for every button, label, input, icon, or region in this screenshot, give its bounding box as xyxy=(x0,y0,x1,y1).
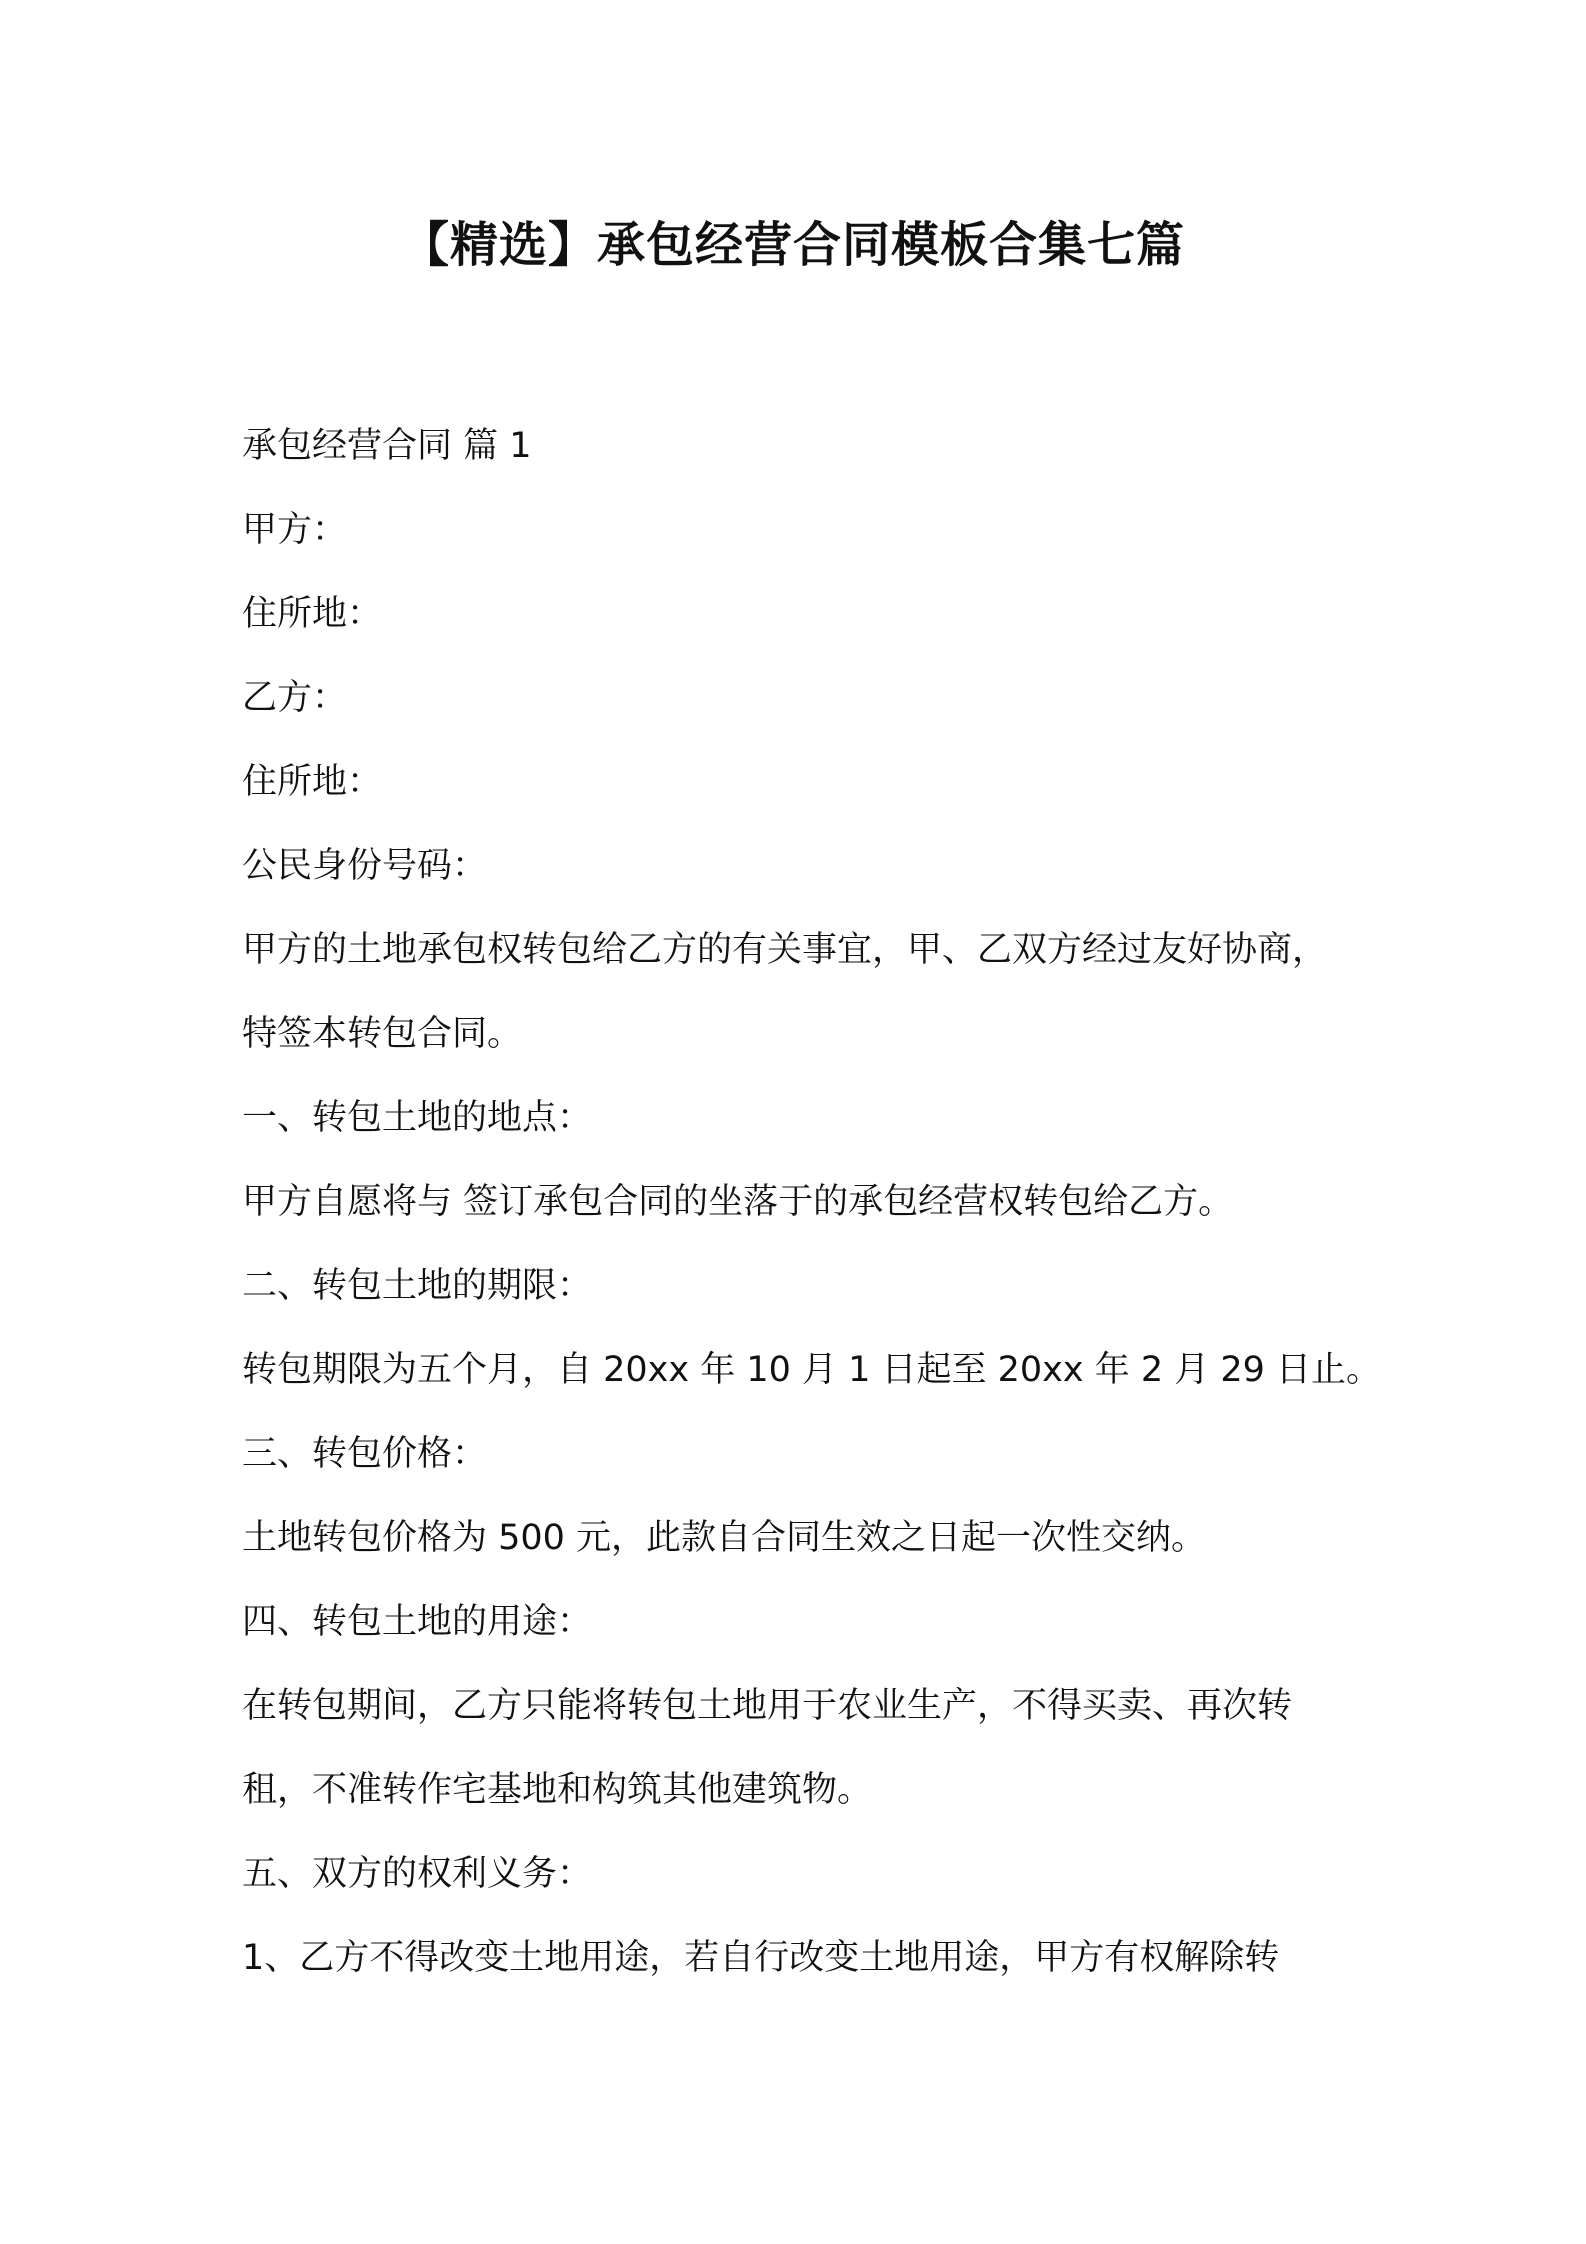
clause-4-heading: 四、转包土地的用途： xyxy=(242,1602,593,1642)
intro-line-1: 甲方的土地承包权转包给乙方的有关事宜，甲、乙双方经过友好协商， xyxy=(242,930,1328,970)
clause-1-heading: 一、转包土地的地点： xyxy=(242,1098,593,1138)
id-number-label: 公民身份号码： xyxy=(242,846,488,886)
party-b-label: 乙方： xyxy=(242,678,348,718)
clause-5-heading: 五、双方的权利义务： xyxy=(242,1854,593,1894)
party-b-address-label: 住所地： xyxy=(242,762,383,802)
intro-line-2: 特签本转包合同。 xyxy=(242,1014,523,1054)
section-heading-part-1: 承包经营合同 篇 1 xyxy=(242,426,532,466)
clause-3-heading: 三、转包价格： xyxy=(242,1434,488,1474)
clause-4-text-line-1: 在转包期间，乙方只能将转包土地用于农业生产，不得买卖、再次转 xyxy=(242,1686,1293,1726)
document-body xyxy=(242,404,1382,2000)
clause-5-item-1: 1、乙方不得改变土地用途，若自行改变土地用途，甲方有权解除转 xyxy=(242,1938,1280,1978)
clause-2-heading: 二、转包土地的期限： xyxy=(242,1266,593,1306)
document-title: 【精选】承包经营合同模板合集七篇 xyxy=(400,217,1185,273)
clause-4-text-line-2: 租，不准转作宅基地和构筑其他建筑物。 xyxy=(242,1770,873,1810)
clause-1-text: 甲方自愿将与 签订承包合同的坐落于的承包经营权转包给乙方。 xyxy=(242,1182,1234,1222)
clause-2-text: 转包期限为五个月，自 20xx 年 10 月 1 日起至 20xx 年 2 月 29 日止。 xyxy=(242,1350,1382,1390)
party-a-address-label: 住所地： xyxy=(242,594,383,634)
clause-3-text: 土地转包价格为 500 元，此款自合同生效之日起一次性交纳。 xyxy=(242,1518,1207,1558)
party-a-label: 甲方： xyxy=(242,510,348,550)
